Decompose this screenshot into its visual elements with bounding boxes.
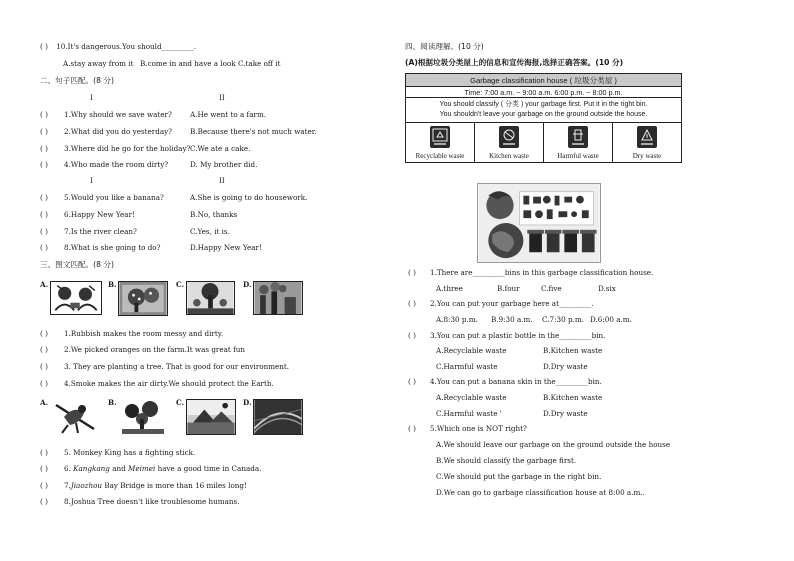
poster-title: Garbage classification house ( 垃圾分类屋 ) <box>406 74 681 87</box>
column-i-header: I <box>90 93 93 102</box>
answer-paren[interactable]: ( ) <box>40 345 48 354</box>
dry-waste-icon <box>637 126 657 148</box>
match-question: 5.Would you like a banana? <box>64 193 164 202</box>
answer-paren[interactable]: ( ) <box>408 331 416 340</box>
answer-paren[interactable]: ( ) <box>40 243 48 252</box>
section-4-title: 四、阅读理解。(10 分) <box>405 42 484 51</box>
reading-option: A.We should leave our garbage on the ground outside the house <box>436 440 671 449</box>
picture-sentence: 4.Smoke makes the air dirty.We should protect the Earth. <box>64 379 274 388</box>
air-pollution-smoke-picture <box>253 281 303 315</box>
canada-picture <box>186 399 236 435</box>
answer-paren[interactable]: ( ) <box>40 464 48 473</box>
answer-paren[interactable]: ( ) <box>40 379 48 388</box>
kitchen-waste-icon <box>499 126 519 148</box>
reading-option: D.Dry waste <box>543 362 588 371</box>
answer-paren[interactable]: ( ) <box>40 448 48 457</box>
q10-text: 10.It's dangerous.You should_________. <box>56 42 197 51</box>
joshua-tree-picture <box>118 399 168 435</box>
column-ii-header: II <box>219 93 225 102</box>
sentence-part: 8.Joshua Tree doesn't like troublesome humans. <box>64 497 240 506</box>
answer-paren[interactable]: ( ) <box>408 299 416 308</box>
answer-paren[interactable]: ( ) <box>40 481 48 490</box>
picture-sentence <box>64 498 240 505</box>
reading-option: C.five <box>541 284 562 293</box>
reading-option: B.Kitchen waste <box>543 346 603 355</box>
reading-option: A.8:30 p.m. <box>436 315 478 324</box>
reading-option: D.six <box>598 284 616 293</box>
pic-label-c: C. <box>176 398 185 407</box>
rubbish-messy-room-picture <box>50 281 102 315</box>
answer-paren[interactable]: ( ) <box>40 144 48 153</box>
italic-name: Kangkang <box>73 464 110 473</box>
answer-paren[interactable]: ( ) <box>40 42 48 51</box>
picture-sentence <box>64 482 247 489</box>
reading-question: 4.You can put a banana skin in the_________bin. <box>430 377 602 386</box>
column-i-header: I <box>90 176 93 185</box>
match-answer: D. My brother did. <box>190 160 258 169</box>
planting-tree-picture <box>186 281 235 315</box>
match-answer: A.He went to a farm. <box>190 110 267 119</box>
orange-farm-picture <box>118 281 168 316</box>
reading-option: C.We should put the garbage in the right bin. <box>436 472 602 481</box>
answer-paren[interactable]: ( ) <box>40 193 48 202</box>
match-question: 2.What did you do yesterday? <box>64 127 173 136</box>
sentence-part: Bay Bridge is more than 16 miles long! <box>102 481 247 490</box>
match-question: 6.Happy New Year! <box>64 210 135 219</box>
column-ii-header: II <box>219 176 225 185</box>
sentence-part: 7. <box>64 481 71 490</box>
bin-recyclable <box>406 123 475 162</box>
answer-paren[interactable]: ( ) <box>40 227 48 236</box>
reading-option: A.three <box>436 284 463 293</box>
part-a-instruction: (A)根据垃圾分类屋上的信息和宣传海报,选择正确答案。(10 分) <box>405 58 624 67</box>
q10-option-b: B.come in and have a look <box>140 59 236 68</box>
picture-sentence <box>64 465 261 472</box>
reading-option: B.We should classify the garbage first. <box>436 456 577 465</box>
bin-harmful <box>544 123 613 162</box>
match-question: 8.What is she going to do? <box>64 243 161 252</box>
reading-option: B.four <box>497 284 520 293</box>
pic-label-b: B. <box>108 280 117 289</box>
section-2-title: 二、句子匹配。(8 分) <box>40 76 114 85</box>
match-question: 1.Why should we save water? <box>64 110 172 119</box>
harmful-waste-icon <box>568 126 588 148</box>
match-question: 4.Who made the room dirty? <box>64 160 169 169</box>
recycle-icon <box>430 126 450 148</box>
answer-paren[interactable]: ( ) <box>40 110 48 119</box>
pic-label-b: B. <box>108 398 117 407</box>
bin-dry <box>613 123 681 162</box>
q10-row <box>40 43 196 50</box>
answer-paren[interactable]: ( ) <box>40 362 48 371</box>
pic-label-a: A. <box>40 280 49 289</box>
poster-time: Time: 7:00 a.m. ~ 9:00 a.m. 6:00 p.m. ~ 8:00 p.m. <box>406 87 681 98</box>
answer-paren[interactable]: ( ) <box>408 268 416 277</box>
poster-line-2: You shouldn't leave your garbage on the ground outside the house. <box>439 111 648 118</box>
answer-paren[interactable]: ( ) <box>40 160 48 169</box>
reading-option: B.Kitchen waste <box>543 393 603 402</box>
sentence-part: 5. Monkey King has a fighting stick. <box>64 448 196 457</box>
match-answer: A.She is going to do housework. <box>190 193 308 202</box>
sentence-part: and <box>109 464 129 473</box>
pic-label-d: D. <box>243 398 252 407</box>
italic-name: Meimei <box>128 464 156 473</box>
reading-question: 3.You can put a plastic bottle in the_________bin. <box>430 331 606 340</box>
answer-paren[interactable]: ( ) <box>40 329 48 338</box>
reading-option: C.Harmful waste ' <box>436 409 502 418</box>
poster-line-1: You should classify ( 分类 ) your garbage first. Put it in the right bin. <box>439 101 648 108</box>
reading-option: D.Dry waste <box>543 409 588 418</box>
picture-sentence: 1.Rubbish makes the room messy and dirty. <box>64 329 224 338</box>
picture-sentence: 2.We picked oranges on the farm.It was great fun <box>64 345 245 354</box>
match-question: 7.Is the river clean? <box>64 227 137 236</box>
answer-paren[interactable]: ( ) <box>408 377 416 386</box>
reading-option: A.Recyclable waste <box>436 346 507 355</box>
q10-option-c: C.take off it <box>238 59 281 68</box>
answer-paren[interactable]: ( ) <box>40 127 48 136</box>
match-answer: B.Because there's not much water. <box>190 127 317 136</box>
bin-label: Kitchen waste <box>489 152 529 160</box>
picture-sentence <box>64 449 195 456</box>
bin-label: Recyclable waste <box>415 152 465 160</box>
reading-question: 2.You can put your garbage here at_________. <box>430 299 594 308</box>
reading-question: 5.Which one is NOT right? <box>430 424 527 433</box>
reading-option: D.We can go to garbage classification house at 8:00 a.m.. <box>436 488 645 497</box>
sentence-part: 6. <box>64 464 74 473</box>
match-answer: B.No, thanks <box>190 210 238 219</box>
section-3-title: 三、图文匹配。(8 分) <box>40 260 114 269</box>
match-answer: D.Happy New Year! <box>190 243 262 252</box>
q10-option-a: A.stay away from it <box>63 59 134 68</box>
jiaozhou-bay-bridge-picture <box>253 399 303 435</box>
reading-option: C.7:30 p.m. <box>542 315 584 324</box>
reading-option: A.Recyclable waste <box>436 393 507 402</box>
italic-name: Jiaozhou <box>70 481 103 490</box>
match-question: 3.Where did he go for the holiday? <box>64 144 191 153</box>
match-answer: C.We ate a cake. <box>190 144 251 153</box>
bin-label: Harmful waste <box>557 152 599 160</box>
bin-kitchen <box>475 123 544 162</box>
reading-option: B.9:30 a.m. <box>491 315 533 324</box>
reading-option: C.Harmful waste <box>436 362 498 371</box>
sentence-part: have a good time in Canada. <box>155 464 262 473</box>
answer-paren[interactable]: ( ) <box>408 424 416 433</box>
answer-paren[interactable]: ( ) <box>40 497 48 506</box>
bin-label: Dry waste <box>632 152 662 160</box>
reading-option: D.6:00 a.m. <box>590 315 632 324</box>
picture-sentence: 3. They are planting a tree. That is good for our environment. <box>64 362 290 371</box>
monkey-king-picture <box>50 399 100 435</box>
answer-paren[interactable]: ( ) <box>40 210 48 219</box>
pic-label-a: A. <box>40 398 49 407</box>
reading-question: 1.There are_________bins in this garbage classification house. <box>430 268 654 277</box>
pic-label-c: C. <box>176 280 185 289</box>
garbage-sorting-illustration <box>477 183 601 263</box>
match-answer: C.Yes, it is. <box>190 227 230 236</box>
pic-label-d: D. <box>243 280 252 289</box>
garbage-classification-poster <box>405 73 682 163</box>
